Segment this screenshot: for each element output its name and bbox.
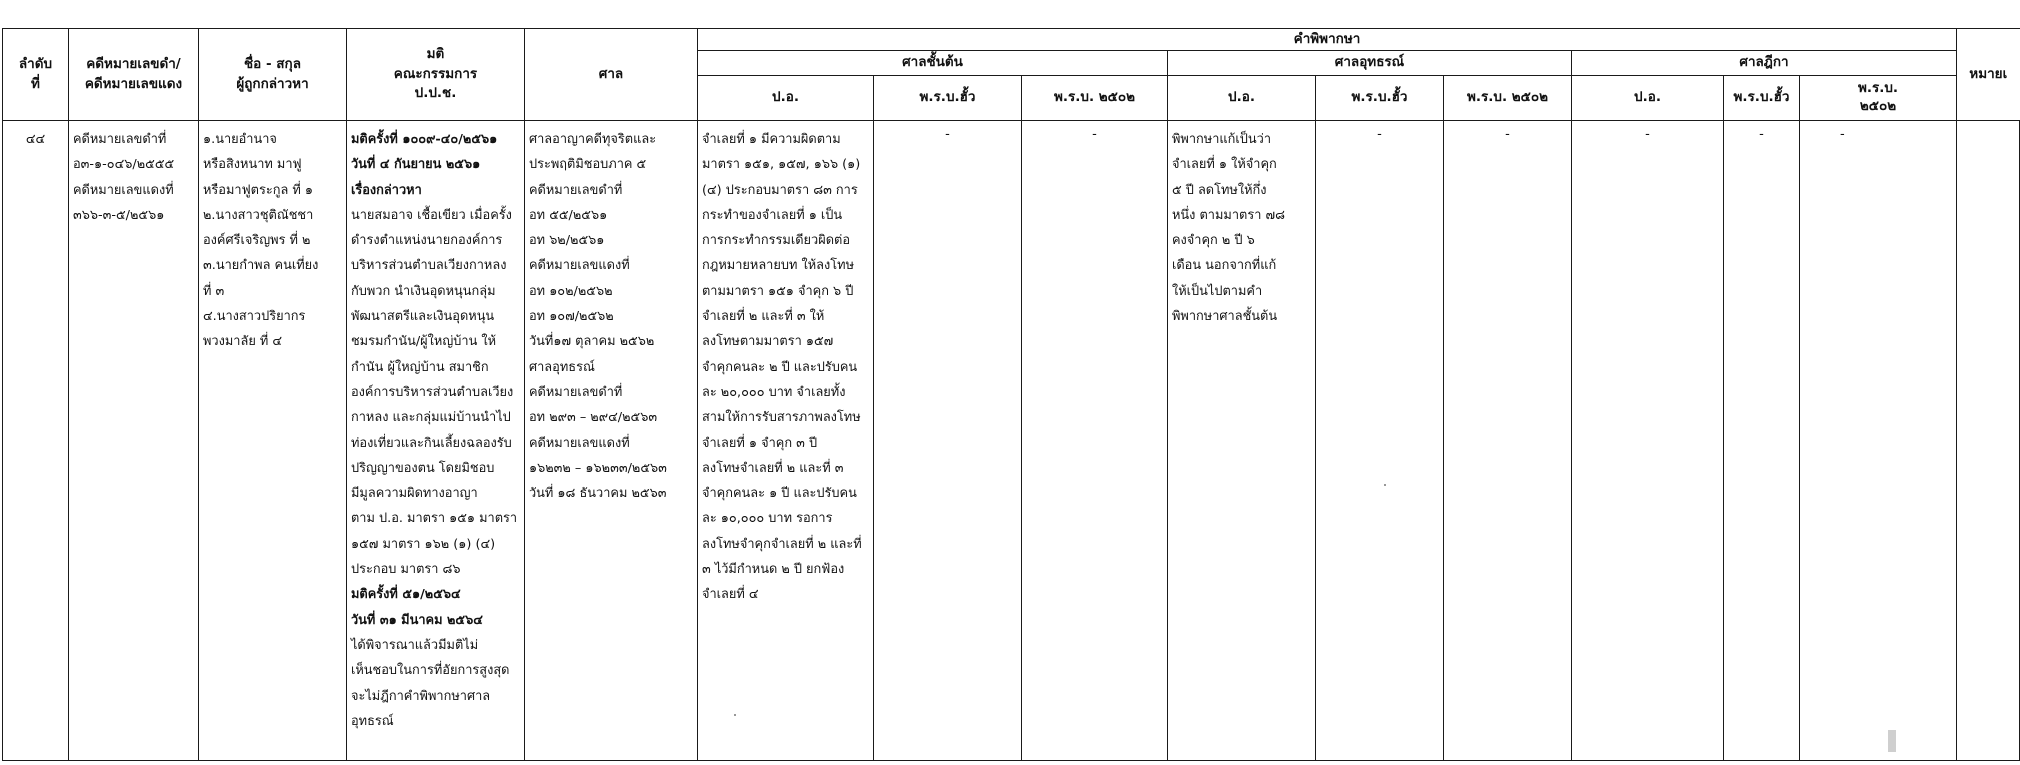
text-line: อ๓-๑-๐๔๖/๒๕๕๕ [73,157,175,173]
text-line: คดีหมายเลขแดงที่ [529,435,630,451]
resolution-line: ดำรงตำแหน่งนายกองค์การ [351,233,503,249]
judgment-table [2,28,2020,761]
note-cell [1957,121,2020,761]
resolution-line: เรื่องกล่าวหา [351,182,422,198]
first-act-old-cell: - [874,121,1022,761]
text-line: วันที่๑๗ ตุลาคม ๒๕๖๒ [529,334,655,350]
text-line: หรือสิงหนาท มาฟู [203,157,302,173]
first-act-2502-cell: - [1022,121,1168,761]
table-row [3,121,2020,761]
resolution-line: มีมูลความผิดทางอาญา [351,486,478,502]
text-line: ละ ๒๐,๐๐๐ บาท จำเลยทั้ง [702,384,846,400]
appeal-penal-header: ป.อ. [1168,76,1316,121]
text-line: คดีหมายเลขแดงที่ [529,258,630,274]
appeal-penal-cell [1168,121,1316,761]
text-line: หนึ่ง ตามมาตรา ๗๘ [1172,207,1285,223]
text-line: ๒.นางสาวชุติณัชชา [203,207,314,223]
text-line: กฎหมายหลายบท ให้ลงโทษ [702,258,855,274]
supreme-act-old-cell: - [1724,121,1800,761]
judgment-header: คำพิพากษา [698,29,1957,51]
text-line: มาตรา ๑๕๑, ๑๕๗, ๑๖๖ (๑) [702,157,861,173]
col-court-header: ศาล [525,29,698,121]
text-line: คงจำคุก ๒ ปี ๖ [1172,233,1255,249]
text-line: ๕ ปี ลดโทษให้กึ่ง [1172,182,1267,198]
resolution-line: องค์การบริหารส่วนตำบลเวียง [351,384,514,400]
resolution-line: ปริญญาของตน โดยมิชอบ [351,460,495,476]
text-line: (๔) ประกอบมาตรา ๘๓ การ [702,182,858,198]
text-line: เดือน นอกจากที่แก้ [1172,258,1277,274]
supreme-penal-header: ป.อ. [1572,76,1724,121]
resolution-cell [347,121,525,761]
text-line: ที่ ๓ [203,283,225,299]
speck-mark [734,714,736,716]
text-line: จำเลยที่ ๑ มีความผิดตาม [702,132,841,147]
text-line: ๓๖๖-๓-๕/๒๕๖๑ [73,207,165,223]
text-line: พวงมาลัย ที่ ๔ [203,334,283,350]
text-line: วันที่ ๑๘ ธันวาคม ๒๕๖๓ [529,486,667,502]
text-line: คดีหมายเลขดำที่ [529,384,623,400]
resolution-line: เห็นชอบในการที่อัยการสูงสุด [351,663,510,679]
col-seq-header: ลำดับ ที่ [3,29,69,121]
supreme-penal-cell: - [1572,121,1724,761]
text-line: อท ๕๕/๒๕๖๑ [529,207,608,223]
resolution-line: พัฒนาสตรีและเงินอุดหนุน [351,309,495,325]
appeal-act-old-cell: - [1316,121,1444,761]
text-line: ๓.นายกำพล คนเที่ยง [203,258,319,274]
resolution-line: กำนัน ผู้ใหญ่บ้าน สมาชิก [351,359,489,375]
resolution-line: ประกอบ มาตรา ๘๖ [351,562,461,578]
first-penal-header: ป.อ. [698,76,874,121]
text-line: พิพากษาแก้เป็นว่า [1172,132,1272,147]
col-resolution-header: มติ คณะกรรมการ ป.ป.ช. [347,29,525,121]
text-line: คดีหมายเลขดำที่ [73,132,167,147]
col-name-header: ชื่อ - สกุล ผู้ถูกกล่าวหา [199,29,347,121]
col-case-no-header: คดีหมายเลขดำ/ คดีหมายเลขแดง [69,29,199,121]
scrollbar-thumb[interactable] [1888,730,1896,752]
text-line: อท ๑๐๒/๒๕๖๒ [529,283,613,299]
resolution-line: อุทธรณ์ [351,713,394,729]
text-line: สามให้การรับสารภาพลงโทษ [702,410,861,426]
text-line: ละ ๑๐,๐๐๐ บาท รอการ [702,511,833,527]
supreme-court-header: ศาลฎีกา [1572,51,1957,76]
text-line: ลงโทษตามมาตรา ๑๕๗ [702,334,834,350]
resolution-line: จะไม่ฎีกาคำพิพากษาศาล [351,688,491,704]
resolution-line: กาหลง และกลุ่มแม่บ้านนำไป [351,410,511,426]
first-penal-cell [698,121,874,761]
text-line: คดีหมายเลขดำที่ [529,182,623,198]
resolution-line: ท่องเที่ยวและกินเลี้ยงฉลองรับ [351,435,512,451]
resolution-line: ได้พิจารณาแล้วมีมติไม่ [351,637,479,653]
text-line: จำเลยที่ ๑ ให้จำคุก [1172,157,1277,173]
text-line: ลงโทษจำเลยที่ ๒ และที่ ๓ [702,460,844,476]
text-line: หรือมาฟูตระกูล ที่ ๑ [203,182,314,198]
supreme-act-old-header: พ.ร.บ.ฮั้ว [1724,76,1800,121]
appeal-court-header: ศาลอุทธรณ์ [1168,51,1572,76]
supreme-act-2502-cell: - [1800,121,1957,761]
text-line: ให้เป็นไปตามคำ [1172,283,1263,299]
text-line: อท ๖๒/๒๕๖๑ [529,233,605,249]
text-line: ๑๖๒๓๒ – ๑๖๒๓๓/๒๕๖๓ [529,460,667,476]
text-line: จำเลยที่ ๔ [702,587,759,603]
first-act-old-header: พ.ร.บ.ฮั้ว [874,76,1022,121]
text-line: ศาลอาญาคดีทุจริตและ [529,132,657,147]
text-line: จำเลยที่ ๒ และที่ ๓ ให้ [702,309,825,325]
seq-cell: ๔๔ [3,121,69,761]
appeal-act-old-header: พ.ร.บ.ฮั้ว [1316,76,1444,121]
resolution-line: นายสมอาจ เชื้อเขียว เมื่อครั้ง [351,207,512,223]
resolution-line: มติครั้งที่ ๑๐๐๙-๔๐/๒๕๖๑ [351,132,498,147]
text-line: ๔.นางสาวปริยากร [203,309,306,325]
resolution-line: ตาม ป.อ. มาตรา ๑๕๑ มาตรา [351,511,518,527]
text-line: คดีหมายเลขแดงที่ [73,182,174,198]
appeal-act-2502-cell: - [1444,121,1572,761]
text-line: ๑.นายอำนาจ [203,132,277,147]
first-court-header: ศาลชั้นต้น [698,51,1168,76]
speck-mark [1384,484,1386,486]
text-line: ศาลอุทธรณ์ [529,359,595,375]
text-line: ตามมาตรา ๑๕๑ จำคุก ๖ ปี [702,283,854,299]
text-line: การกระทำกรรมเดียวผิดต่อ [702,233,851,249]
resolution-line: มติครั้งที่ ๕๑/๒๕๖๔ [351,587,461,603]
text-line: องค์ศรีเจริญพร ที่ ๒ [203,233,311,249]
text-line: จำคุกคนละ ๑ ปี และปรับคน [702,486,857,502]
name-cell [199,121,347,761]
text-line: ๓ ไว้มีกำหนด ๒ ปี ยกฟ้อง [702,562,845,578]
resolution-line: กับพวก นำเงินอุดหนุนกลุ่ม [351,283,496,299]
text-line: อท ๒๙๓ – ๒๙๔/๒๕๖๓ [529,410,658,426]
text-line: จำคุกคนละ ๒ ปี และปรับคน [702,359,858,375]
text-line: ลงโทษจำคุกจำเลยที่ ๒ และที่ [702,536,862,552]
resolution-line: ๑๕๗ มาตรา ๑๖๒ (๑) (๔) [351,536,496,552]
text-line: พิพากษาศาลชั้นต้น [1172,309,1278,325]
text-line: กระทำของจำเลยที่ ๑ เป็น [702,207,843,223]
case-no-cell [69,121,199,761]
text-line: อท ๑๐๗/๒๕๖๒ [529,309,614,325]
text-line: จำเลยที่ ๑ จำคุก ๓ ปี [702,435,818,451]
resolution-line: วันที่ ๓๑ มีนาคม ๒๕๖๔ [351,612,483,628]
appeal-act-2502-header: พ.ร.บ. ๒๕๐๒ [1444,76,1572,121]
resolution-line: ชมรมกำนัน/ผู้ใหญ่บ้าน ให้ [351,334,497,350]
supreme-act-2502-header: พ.ร.บ. ๒๕๐๒ [1800,76,1957,121]
resolution-line: วันที่ ๔ กันยายน ๒๕๖๑ [351,157,481,173]
first-act-2502-header: พ.ร.บ. ๒๕๐๒ [1022,76,1168,121]
resolution-line: บริหารส่วนตำบลเวียงกาหลง [351,258,507,274]
col-note-header: หมายเ [1957,29,2020,121]
text-line: ประพฤติมิชอบภาค ๕ [529,157,647,173]
court-cell [525,121,698,761]
